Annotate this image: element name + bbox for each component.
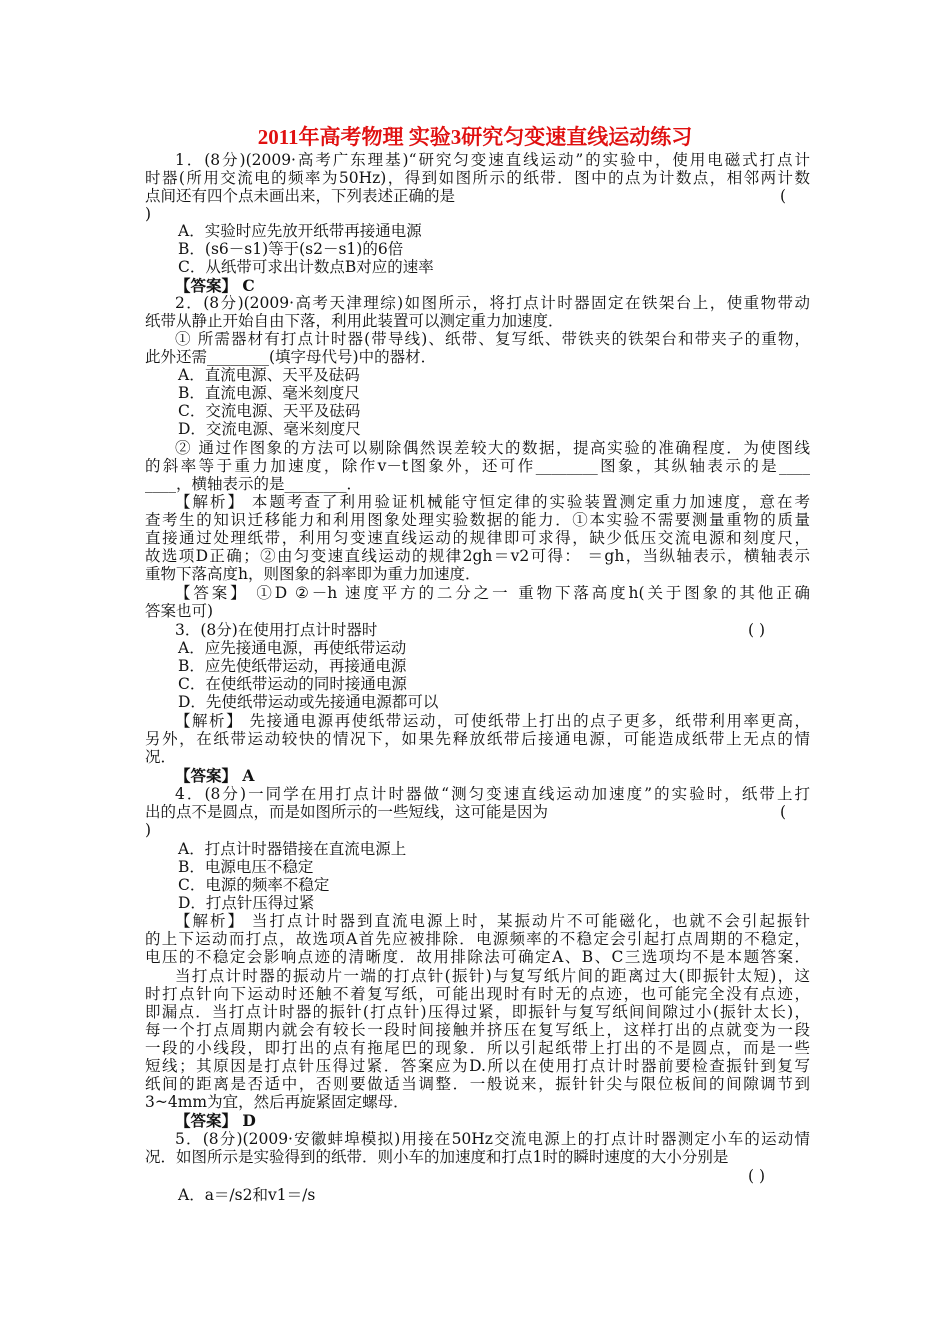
q3-analysis-3: 况． bbox=[145, 748, 177, 766]
q3-line-1: 3．(8分)在使用打点计时器时 bbox=[175, 621, 378, 639]
q1-option-c: C．从纸带可求出计数点B对应的速率 bbox=[178, 258, 434, 276]
q4-answer: 【答案】 D bbox=[175, 1111, 256, 1130]
q3-option-c: C．在使纸带运动的同时接通电源 bbox=[178, 675, 407, 693]
q4-analysis-2: 的上下运动而打点，故选项A首先应被排除．电源频率的不稳定会引起打点周期的不稳定， bbox=[145, 930, 810, 948]
q3-answer: 【答案】 A bbox=[175, 766, 255, 785]
page-title: 2011年高考物理 实验3研究匀变速直线运动练习 bbox=[257, 125, 693, 149]
q4-analysis-3: 电压的不稳定会影响点迹的清晰度．故用排除法可确定A、B、C三选项均不是本题答案． bbox=[145, 948, 810, 966]
q1-option-b: B．(s6－s1)等于(s2－s1)的6倍 bbox=[178, 240, 404, 258]
q2-line-7: ____，横轴表示的是________． bbox=[145, 475, 363, 493]
q4-line-3: ) bbox=[145, 821, 152, 839]
q1-line-1: 1．(8分)(2009·高考广东理基)“研究匀变速直线运动”的实验中，使用电磁式打点计 bbox=[175, 151, 810, 169]
q5-option-a: A．a＝/s2和v1＝/s bbox=[178, 1186, 316, 1204]
q4-option-b: B．电源电压不稳定 bbox=[178, 858, 314, 876]
q2-option-b: B．直流电源、毫米刻度尺 bbox=[178, 384, 360, 402]
q5-line-2: 况．如图所示是实验得到的纸带．则小车的加速度和打点1时的瞬时速度的大小分别是 bbox=[145, 1148, 729, 1166]
q1-line-3: 点间还有四个点未画出来，下列表述正确的是 bbox=[145, 187, 456, 205]
q2-analysis-5: 重物下落高度h，则图象的斜率即为重力加速度． bbox=[145, 565, 481, 583]
q1-line-4: ) bbox=[145, 205, 152, 223]
q3-answer-paren: ( ) bbox=[748, 621, 766, 639]
q4-analysis-10: 纸间的距离是否适中，否则要做适当调整．一般说来，振针针尖与限位板间的间隙调节到 bbox=[145, 1075, 810, 1093]
q4-analysis-1: 【解析】 当打点计时器到直流电源上时，某振动片不可能磁化，也就不会引起振针 bbox=[175, 912, 810, 930]
q4-analysis-11: 3~4mm为宜，然后再旋紧固定螺母． bbox=[145, 1093, 409, 1111]
q3-option-a: A．应先接通电源，再使纸带运动 bbox=[178, 639, 407, 657]
q4-option-c: C．电源的频率不稳定 bbox=[178, 876, 330, 894]
q5-line-1: 5．(8分)(2009·安徽蚌埠模拟)用接在50Hz交流电源上的打点计时器测定小车的运动情 bbox=[175, 1130, 810, 1148]
q1-answer: 【答案】 C bbox=[175, 276, 255, 295]
q2-line-1: 2．(8分)(2009·高考天津理综)如图所示，将打点计时器固定在铁架台上，使重物带动 bbox=[175, 294, 810, 312]
q2-analysis-3: 直接通过处理纸带，利用匀变速直线运动的规律即可求得，缺少低压交流电源和刻度尺， bbox=[145, 529, 810, 547]
q4-analysis-5: 时打点针向下运动时还触不着复写纸，可能出现时有时无的点迹，也可能完全没有点迹， bbox=[145, 985, 810, 1003]
q3-option-b: B．应先使纸带运动，再接通电源 bbox=[178, 657, 407, 675]
q4-option-d: D．打点针压得过紧 bbox=[178, 894, 315, 912]
q2-option-c: C．交流电源、天平及砝码 bbox=[178, 402, 361, 420]
q4-analysis-4: 当打点计时器的振动片一端的打点针(振针)与复写纸片间的距离过大(即振针太短)，这 bbox=[175, 967, 810, 985]
q2-line-6: 的斜率等于重力加速度，除作v－t图象外，还可作________图象，其纵轴表示的是____ bbox=[145, 457, 810, 475]
q1-answer-paren: ( bbox=[780, 187, 787, 205]
q5-answer-paren: ( ) bbox=[748, 1167, 766, 1185]
q2-line-2: 纸带从静止开始自由下落，利用此装置可以测定重力加速度． bbox=[145, 312, 564, 330]
q2-analysis-2: 查考生的知识迁移能力和利用图象处理实验数据的能力．①本实验不需要测量重物的质量 bbox=[145, 511, 810, 529]
q2-analysis-1: 【解析】 本题考查了利用验证机械能守恒定律的实验装置测定重力加速度，意在考 bbox=[175, 493, 810, 511]
q3-option-d: D．先使纸带运动或先接通电源都可以 bbox=[178, 693, 439, 711]
q2-answer-2: 答案也可) bbox=[145, 602, 214, 620]
q1-option-a: A．实验时应先放开纸带再接通电源 bbox=[178, 222, 422, 240]
q2-option-d: D．交流电源、毫米刻度尺 bbox=[178, 420, 361, 438]
q2-answer-1: 【答案】 ①D ②－h 速度平方的二分之一 重物下落高度h(关于图象的其他正确 bbox=[175, 584, 810, 602]
q2-option-a: A．直流电源、天平及砝码 bbox=[178, 366, 360, 384]
q2-line-4: 此外还需________(填字母代号)中的器材． bbox=[145, 348, 437, 366]
q4-analysis-7: 每一个打点周期内就会有较长一段时间接触并挤压在复写纸上，这样打出的点就变为一段 bbox=[145, 1021, 810, 1039]
q2-analysis-4: 故选项D正确；②由匀变速直线运动的规律2gh＝v2可得： ＝gh，当纵轴表示，横轴表示 bbox=[145, 547, 810, 565]
q2-line-5: ② 通过作图象的方法可以剔除偶然误差较大的数据，提高实验的准确程度．为使图线 bbox=[175, 439, 810, 457]
q3-analysis-2: 另外，在纸带运动较快的情况下，如果先释放纸带后接通电源，可能造成纸带上无点的情 bbox=[145, 730, 810, 748]
q2-line-3: ① 所需器材有打点计时器(带导线)、纸带、复写纸、带铁夹的铁架台和带夹子的重物， bbox=[175, 330, 810, 348]
q4-answer-paren: ( bbox=[780, 803, 787, 821]
q4-line-1: 4．(8分)一同学在用打点计时器做“测匀变速直线运动加速度”的实验时，纸带上打 bbox=[175, 785, 810, 803]
q4-analysis-6: 即漏点．当打点计时器的振针(打点针)压得过紧，即振针与复写纸间间隙过小(振针太长)， bbox=[145, 1003, 810, 1021]
q1-line-2: 时器(所用交流电的频率为50Hz)，得到如图所示的纸带．图中的点为计数点，相邻两计数 bbox=[145, 169, 810, 187]
q4-analysis-9: 短线；其原因是打点针压得过紧．答案应为D.所以在使用打点计时器前要检查振针到复写 bbox=[145, 1057, 810, 1075]
q3-analysis-1: 【解析】 先接通电源再使纸带运动，可使纸带上打出的点子更多，纸带利用率更高， bbox=[175, 712, 810, 730]
q4-line-2: 出的点不是圆点，而是如图所示的一些短线，这可能是因为 bbox=[145, 803, 549, 821]
q4-option-a: A．打点计时器错接在直流电源上 bbox=[178, 840, 407, 858]
q4-analysis-8: 一段的小线段，即打出的点有拖尾巴的现象．所以引起纸带上打出的不是圆点，而是一些 bbox=[145, 1039, 810, 1057]
